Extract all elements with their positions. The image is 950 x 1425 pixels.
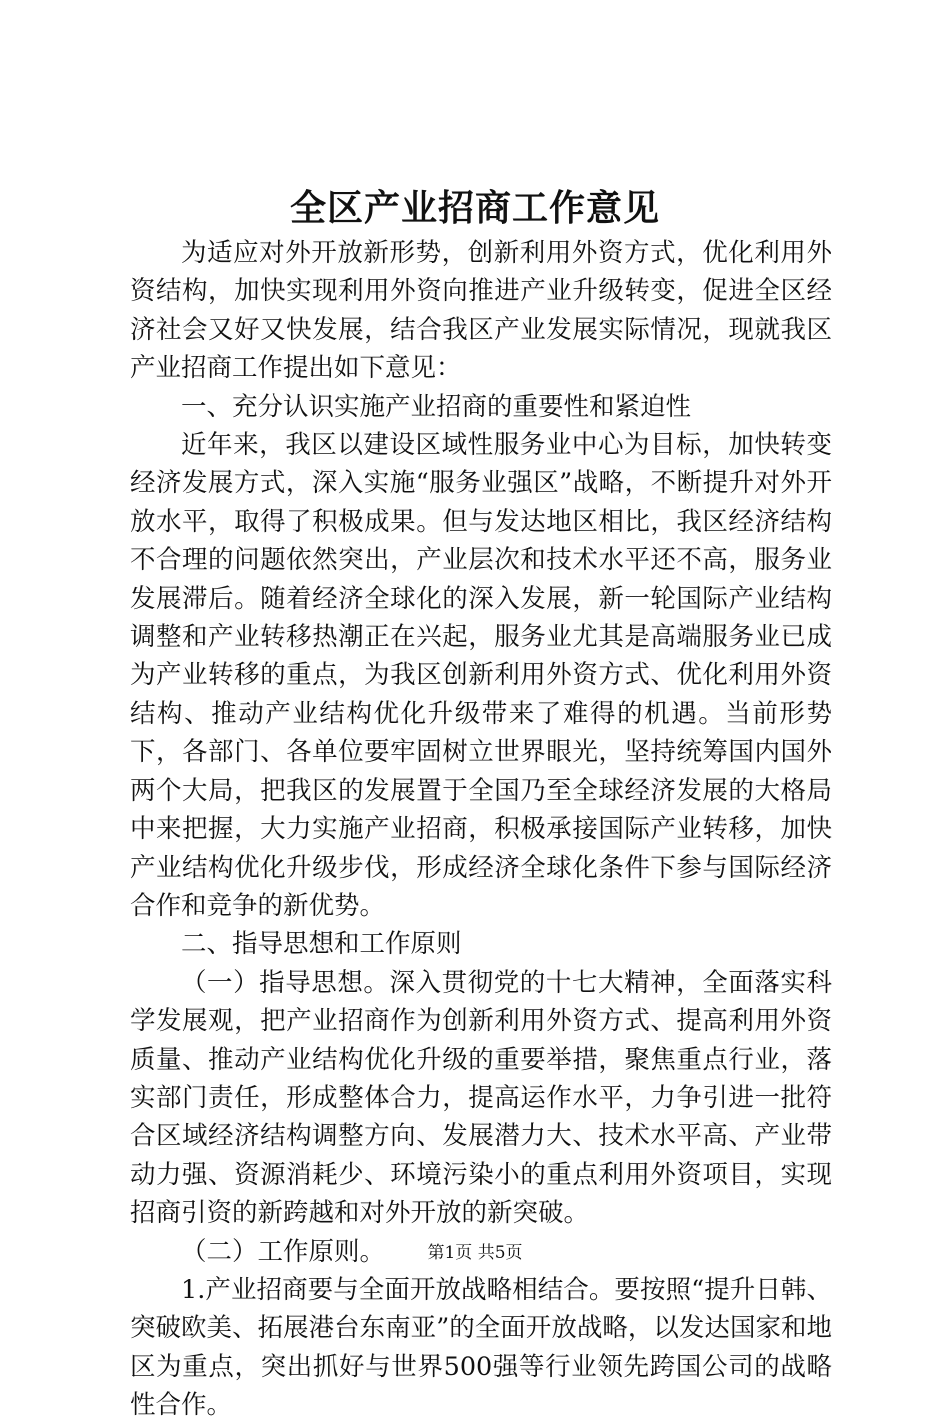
principle-1-paragraph: 1.产业招商要与全面开放战略相结合。要按照“提升日韩、突破欧美、拓展港台东南亚”的全面开放战略，以发达国家和地区为重点，突出抓好与世界500强等行业领先跨国公司的战略性合作。 <box>130 1274 832 1421</box>
section-heading-1: 一、充分认识实施产业招商的重要性和紧迫性 <box>181 391 692 422</box>
section-1-paragraph: 近年来，我区以建设区域性服务业中心为目标，加快转变经济发展方式，深入实施“服务业强区”战略，不断提升对外开放水平，取得了积极成果。但与发达地区相比，我区经济结构不合理的问题依然突出，产业层次和技术水平还不高，服务业发展滞后。随着经济全球化的深入发展，新一轮国际产业结构调整和产业转移热潮正在兴起，服务业尤其是高端服务业已成为产业转移的重点，为我区创新利用外资方式、优化利用外资结构、推动产业结构优化升级带来了难得的机遇。当前形势下，各部门、各单位要牢固树立世界眼光，坚持统筹国内国外两个大局，把我区的发展置于全国乃至全球经济发展的大格局中来把握，大力实施产业招商，积极承接国际产业转移，加快产业结构优化升级步伐，形成经济全球化条件下参与国际经济合作和竞争的新优势。 <box>130 430 832 921</box>
document-title: 全区产业招商工作意见 <box>289 187 660 229</box>
intro-paragraph: 为适应对外开放新形势，创新利用外资方式，优化利用外资结构，加快实现利用外资向推进产业升级转变，促进全区经济社会又好又快发展，结合我区产业发展实际情况，现就我区产业招商工作提出如下意见： <box>130 238 832 384</box>
section-heading-2: 二、指导思想和工作原则 <box>181 929 462 960</box>
guiding-thought-paragraph: （一）指导思想。深入贯彻党的十七大精神，全面落实科学发展观，把产业招商作为创新利用外资方式、提高利用外资质量、推动产业结构优化升级的重要举措，聚焦重点行业，落实部门责任，形成整体合力，提高运作水平，力争引进一批符合区域经济结构调整方向、发展潜力大、技术水平高、产业带动力强、资源消耗少、环境污染小的重点利用外资项目，实现招商引资的新跨越和对外开放的新突破。 <box>130 967 832 1229</box>
page-footer: 第1页 共5页 <box>427 1243 523 1263</box>
work-principles-heading: （二）工作原则。 <box>181 1236 386 1267</box>
